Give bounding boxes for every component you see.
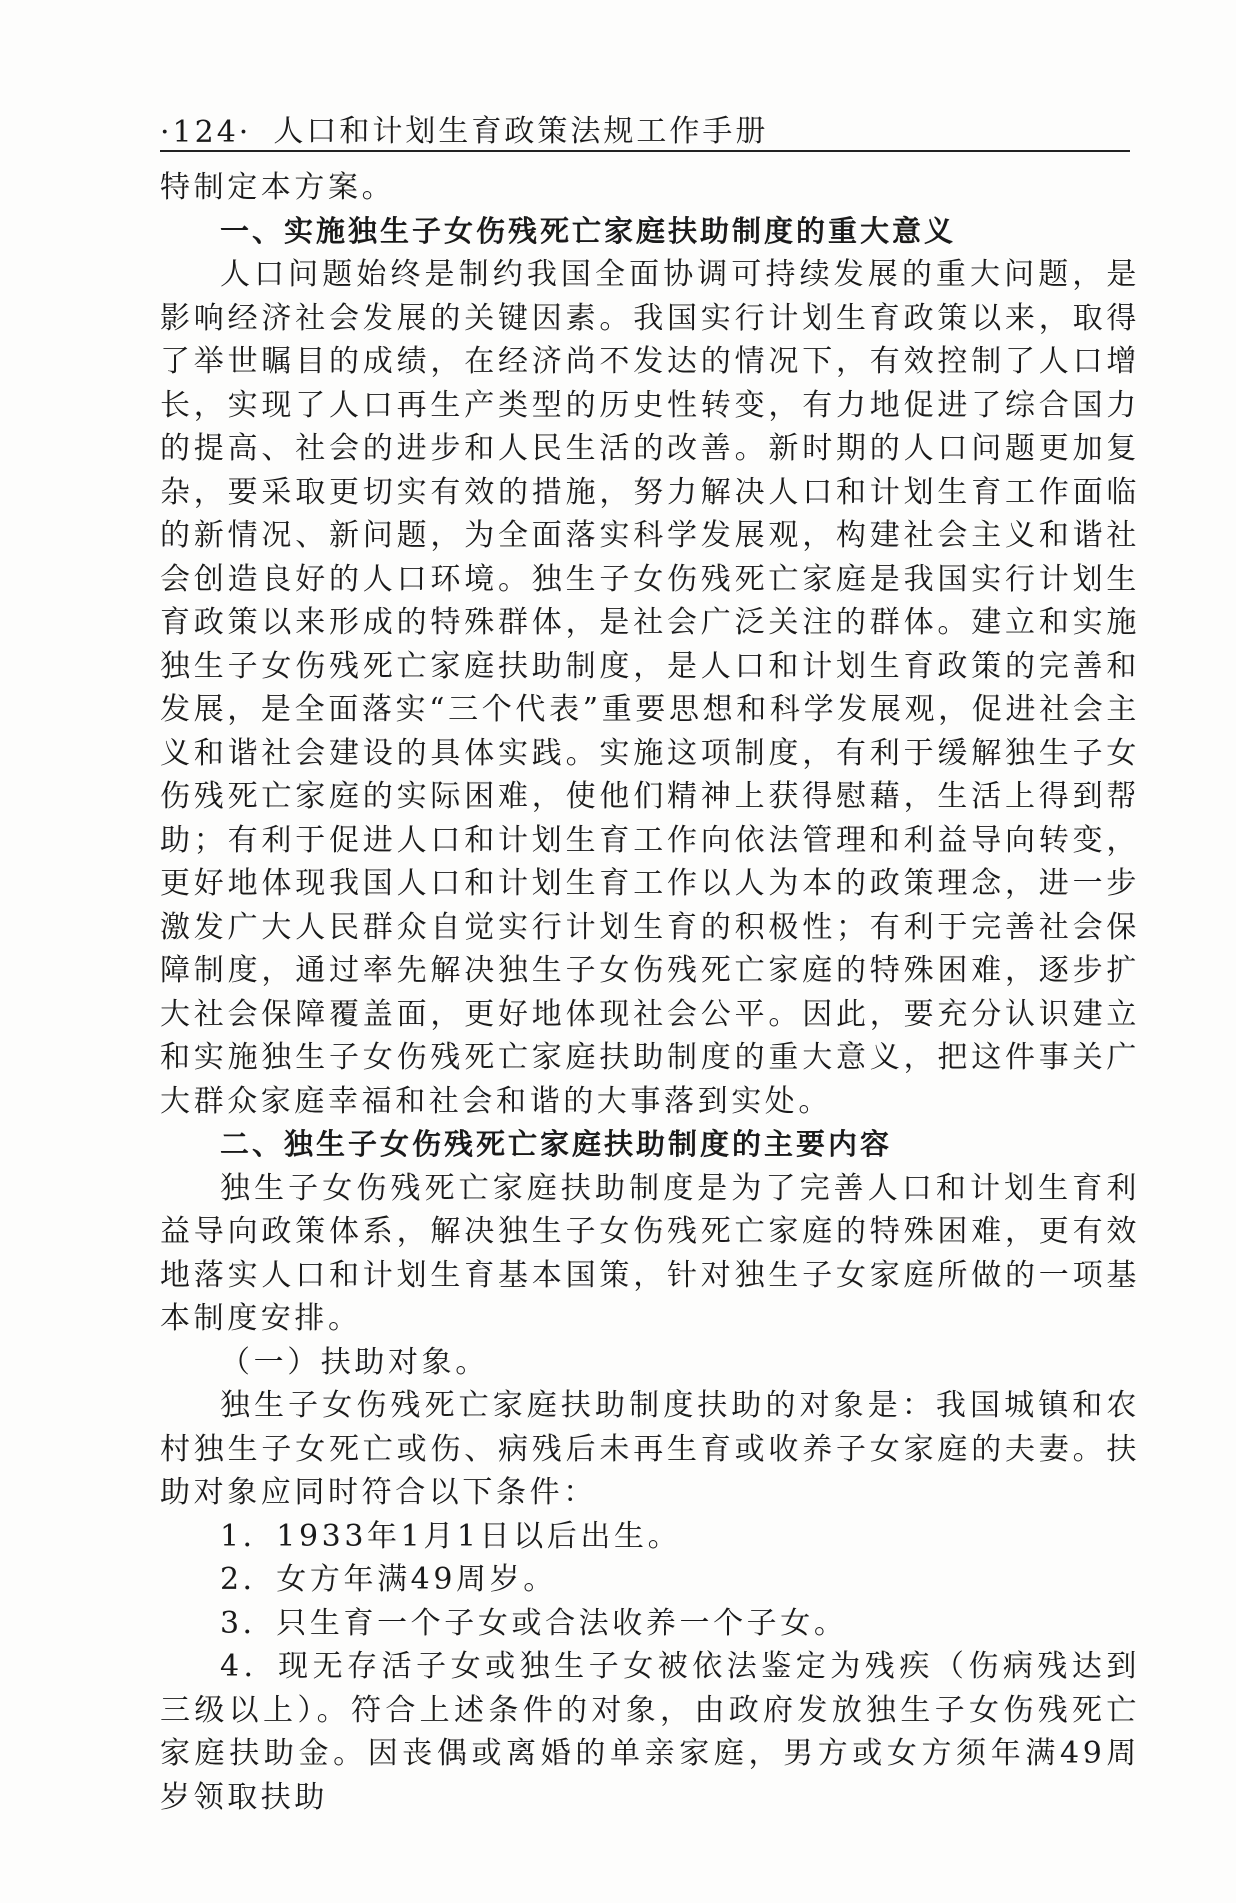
page-number: ·124· <box>160 115 252 150</box>
list-item-4: 4．现无存活子女或独生子女被依法鉴定为残疾（伤病残达到三级以上）。符合上述条件的对象，由政府发放独生子女伤残死亡家庭扶助金。因丧偶或离婚的单亲家庭，男方或女方须年满49周岁领取扶助 <box>160 1649 1140 1815</box>
paragraph-targets: 独生子女伤残死亡家庭扶助制度扶助的对象是：我国城镇和农村独生子女死亡或伤、病残后未再生育或收养子女家庭的夫妻。扶助对象应同时符合以下条件： <box>160 1388 1140 1510</box>
list-item-1: 1．1933年1月1日以后出生。 <box>220 1518 682 1554</box>
body-text <box>160 166 1140 1819</box>
book-title: 人口和计划生育政策法规工作手册 <box>273 114 769 149</box>
section-heading-1: 一、实施独生子女伤残死亡家庭扶助制度的重大意义 <box>220 213 957 248</box>
subsection-heading-targets: （一）扶助对象。 <box>220 1344 489 1380</box>
paragraph-intro-end: 特制定本方案。 <box>160 170 396 205</box>
header-divider <box>160 150 1130 152</box>
paragraph-significance: 人口问题始终是制约我国全面协调可持续发展的重大问题，是影响经济社会发展的关键因素。我国实行计划生育政策以来，取得了举世瞩目的成绩，在经济尚不发达的情况下，有效控制了人口增长，实现了人口再生产类型的历史性转变，有力地促进了综合国力的提高、社会的进步和人民生活的改善。新时期的人口问题更加复杂，要采取更切实有效的措施，努力解决人口和计划生育工作面临的新情况、新问题，为全面落实科学发展观，构建社会主义和谐社会创造良好的人口环境。独生子女伤残死亡家庭是我国实行计划生育政策以来形成的特殊群体，是社会广泛关注的群体。建立和实施独生子女伤残死亡家庭扶助制度，是人口和计划生育政策的完善和发展，是全面落实“三个代表”重要思想和科学发展观，促进社会主义和谐社会建设的具体实践。实施这项制度，有利于缓解独生子女伤残死亡家庭的实际困难，使他们精神上获得慰藉，生活上得到帮助；有利于促进人口和计划生育工作向依法管理和利益导向转变，更好地体现我国人口和计划生育工作以人为本的政策理念，进一步激发广大人民群众自觉实行计划生育的积极性；有利于完善社会保障制度，通过率先解决独生子女伤残死亡家庭的特殊困难，逐步扩大社会保障覆盖面，更好地体现社会公平。因此，要充分认识建立和实施独生子女伤残死亡家庭扶助制度的重大意义，把这件事关广大群众家庭幸福和社会和谐的大事落到实处。 <box>160 257 1140 1119</box>
list-item-3: 3．只生育一个子女或合法收养一个子女。 <box>220 1605 848 1641</box>
list-item-2: 2．女方年满49周岁。 <box>220 1562 557 1597</box>
section-heading-2: 二、独生子女伤残死亡家庭扶助制度的主要内容 <box>220 1127 893 1161</box>
paragraph-main-content: 独生子女伤残死亡家庭扶助制度是为了完善人口和计划生育利益导向政策体系，解决独生子女伤残死亡家庭的特殊困难，更有效地落实人口和计划生育基本国策，针对独生子女家庭所做的一项基本制度安排。 <box>160 1170 1140 1336</box>
running-header <box>160 100 1130 150</box>
